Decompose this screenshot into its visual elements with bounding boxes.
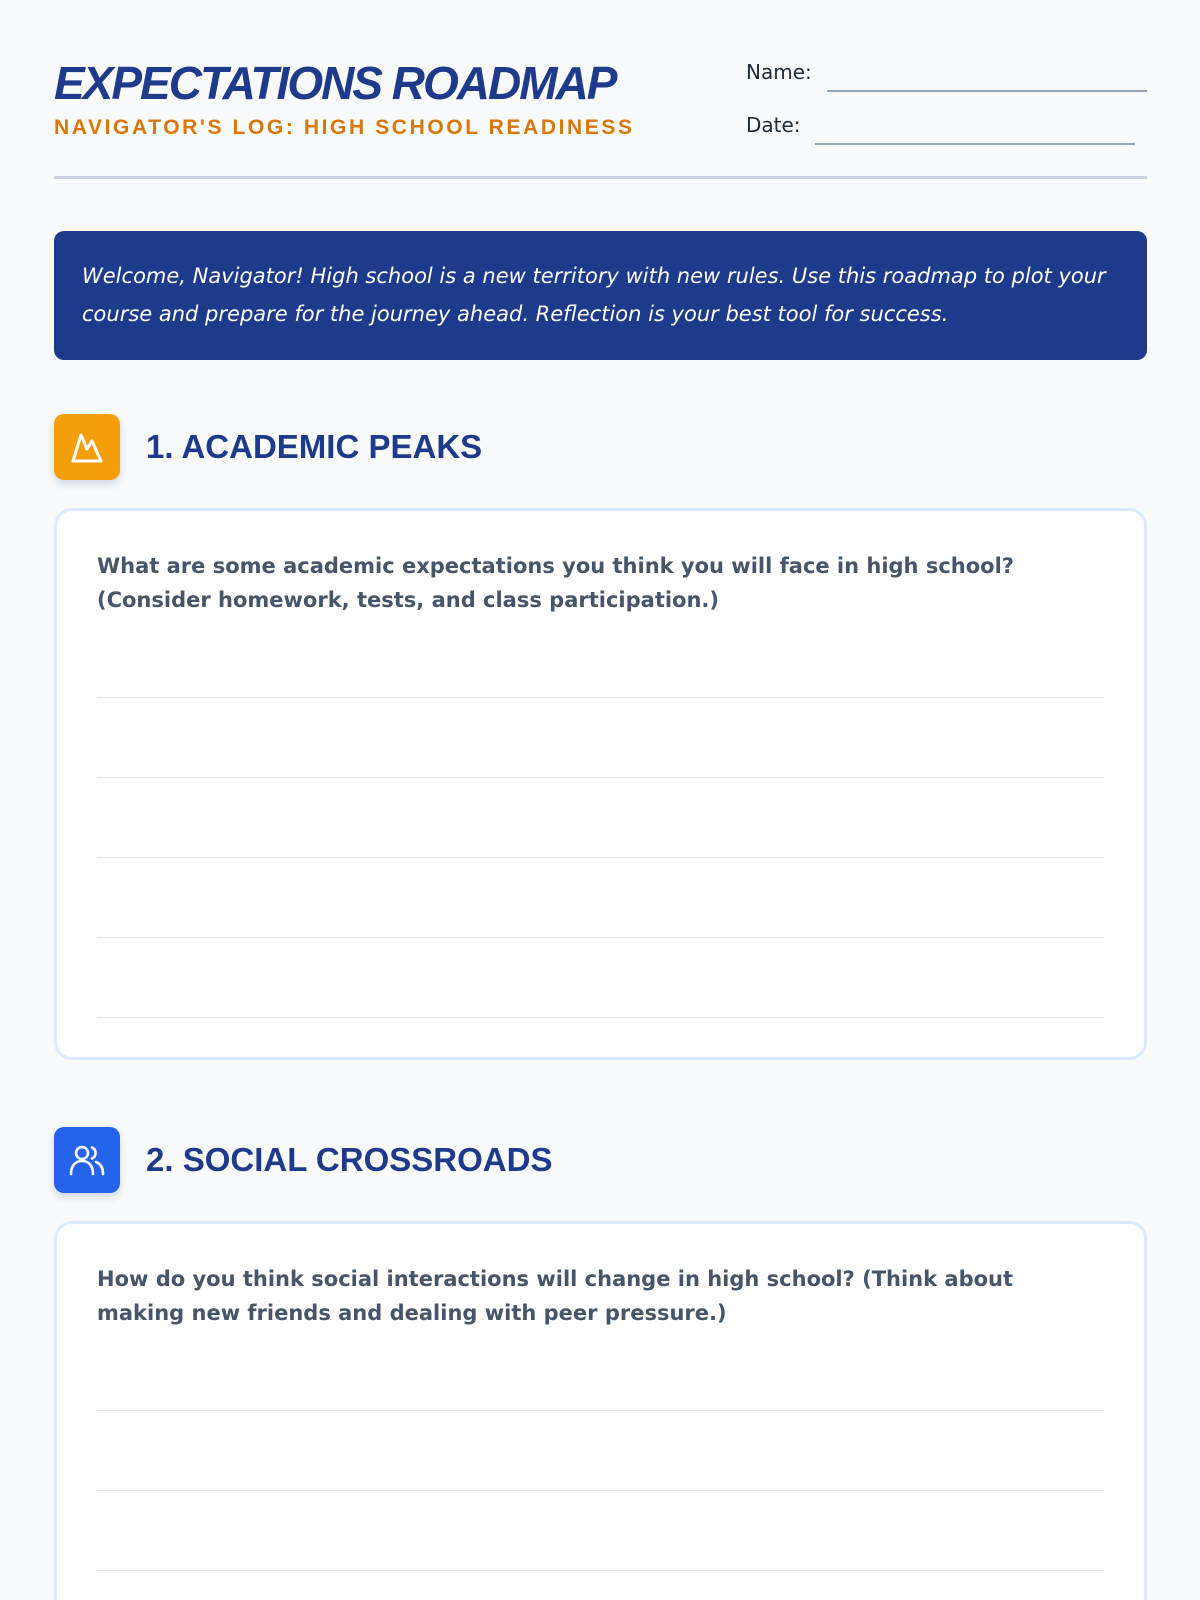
answer-line[interactable] — [97, 857, 1104, 858]
section-header-social — [54, 1127, 1147, 1193]
page-header — [54, 50, 1147, 179]
page-title: EXPECTATIONS ROADMAP — [54, 57, 616, 109]
answer-line[interactable] — [97, 1570, 1104, 1571]
intro-banner — [54, 231, 1147, 360]
answer-line[interactable] — [97, 1017, 1104, 1018]
section-title: 2. SOCIAL CROSSROADS — [146, 1141, 553, 1178]
answer-line[interactable] — [97, 697, 1104, 698]
users-icon — [54, 1127, 120, 1193]
response-card-academic — [54, 508, 1147, 1060]
name-field[interactable] — [827, 90, 1147, 92]
answer-line[interactable] — [97, 777, 1104, 778]
question-prompt: What are some academic expectations you think you will face in high school? (Consider homework, tests, and class participation.) — [97, 554, 1014, 612]
date-field[interactable] — [815, 143, 1135, 145]
answer-line[interactable] — [97, 937, 1104, 938]
name-label: Name: — [746, 60, 812, 84]
answer-line[interactable] — [97, 1410, 1104, 1411]
date-label: Date: — [746, 113, 801, 137]
intro-text: Welcome, Navigator! High school is a new territory with new rules. Use this roadmap to plot your course and prepare for the journey ahead. Reflection is your best tool for success. — [82, 264, 1106, 326]
question-prompt: How do you think social interactions will change in high school? (Think about making new friends and dealing with peer pressure.) — [97, 1267, 1014, 1325]
response-card-social — [54, 1221, 1147, 1600]
page-subtitle: NAVIGATOR'S LOG: HIGH SCHOOL READINESS — [54, 116, 635, 139]
section-header-academic — [54, 414, 1147, 480]
answer-line[interactable] — [97, 1490, 1104, 1491]
section-title: 1. ACADEMIC PEAKS — [146, 428, 483, 465]
mountain-icon — [54, 414, 120, 480]
